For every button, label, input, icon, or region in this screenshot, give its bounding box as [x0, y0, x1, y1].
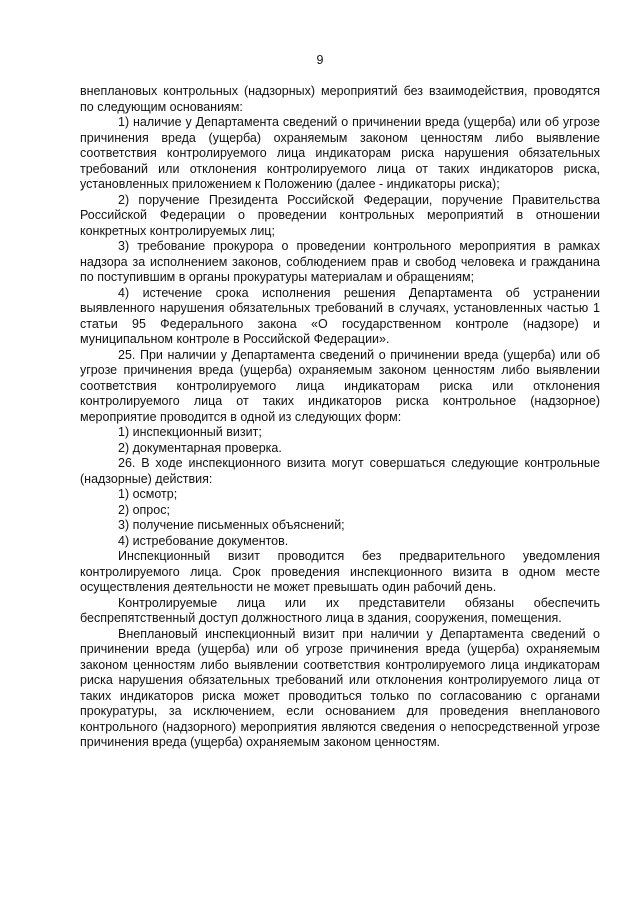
paragraph-access-obligation: Контролируемые лица или их представители обязаны обеспечить беспрепятственный доступ должностного лица в здания, сооружения, помещения. — [80, 595, 600, 625]
document-body — [80, 84, 600, 751]
paragraph-clause-26: 26. В ходе инспекционного визита могут совершаться следующие контрольные (надзорные) действия: — [80, 456, 600, 486]
paragraph-ground-4: 4) истечение срока исполнения решения Департамента об устранении выявленного нарушения обязательных требований в случаях, установленных частью 1 статьи 95 Федерального закона «О государственном контроле (надзоре) и муниципальном контроле в Российской Федерации». — [80, 285, 600, 346]
list-item-form-1: 1) инспекционный визит; — [118, 425, 262, 439]
paragraph-ground-2: 2) поручение Президента Российской Федерации, поручение Правительства Российской Федерации о проведении контрольных мероприятий в отношении конкретных контролируемых лиц; — [80, 192, 600, 238]
list-item-action-4: 4) истребование документов. — [118, 533, 289, 548]
paragraph-ground-3: 3) требование прокурора о проведении контрольного мероприятия в рамках надзора за исполнением законов, соблюдением прав и свобод человека и гражданина по поступившим в органы прокуратуры материалам и обращениям; — [80, 239, 600, 284]
list-item-action-2: 2) опрос; — [118, 502, 170, 517]
paragraph-unscheduled-visit: Внеплановый инспекционный визит при наличии у Департамента сведений о причинении вреда (ущерба) или об угрозе причинения вреда (ущерба) охраняемым законом ценностям либо выявлении соответствия контролируемого лица индикаторам риска нарушения обязательных требований или отклонения контролируемого лица от таких индикаторов риска может проводиться только по согласованию с органами прокуратуры, за исключением, если основанием для проведения внепланового контрольного (надзорного) мероприятия являются сведения о непосредственной угрозе причинения вреда (ущерба) охраняемым законом ценностям. — [80, 626, 600, 749]
list-item-action-3: 3) получение письменных объяснений; — [118, 518, 345, 532]
paragraph-ground-1: 1) наличие у Департамента сведений о причинении вреда (ущерба) или об угрозе причинения вреда (ущерба) охраняемым законом ценностям либо выявление соответствия контролируемого лица индикаторам риска нарушения обязательных требований или отклонения контролируемого лица от таких индикаторов риска, установленных приложением к Положению (далее - индикаторы риска); — [80, 115, 600, 191]
page-number: 9 — [316, 53, 324, 67]
paragraph-continuation: внеплановых контрольных (надзорных) мероприятий без взаимодействия, проводятся по следующим основаниям: — [80, 84, 600, 114]
paragraph-visit-terms: Инспекционный визит проводится без предварительного уведомления контролируемого лица. Срок проведения инспекционного визита в одном месте осуществления деятельности не может превышать один рабочий день. — [80, 549, 600, 594]
list-item-action-1: 1) осмотр; — [118, 487, 178, 501]
list-item-form-2: 2) документарная проверка. — [118, 440, 282, 455]
paragraph-clause-25: 25. При наличии у Департамента сведений о причинении вреда (ущерба) или об угрозе причинения вреда (ущерба) охраняемым законом ценностям либо выявлении соответствия контролируемого лица индикаторам риска или отклонения контролируемого лица от таких индикаторов риска контрольное (надзорное) мероприятие проводится в одной из следующих форм: — [80, 347, 600, 424]
